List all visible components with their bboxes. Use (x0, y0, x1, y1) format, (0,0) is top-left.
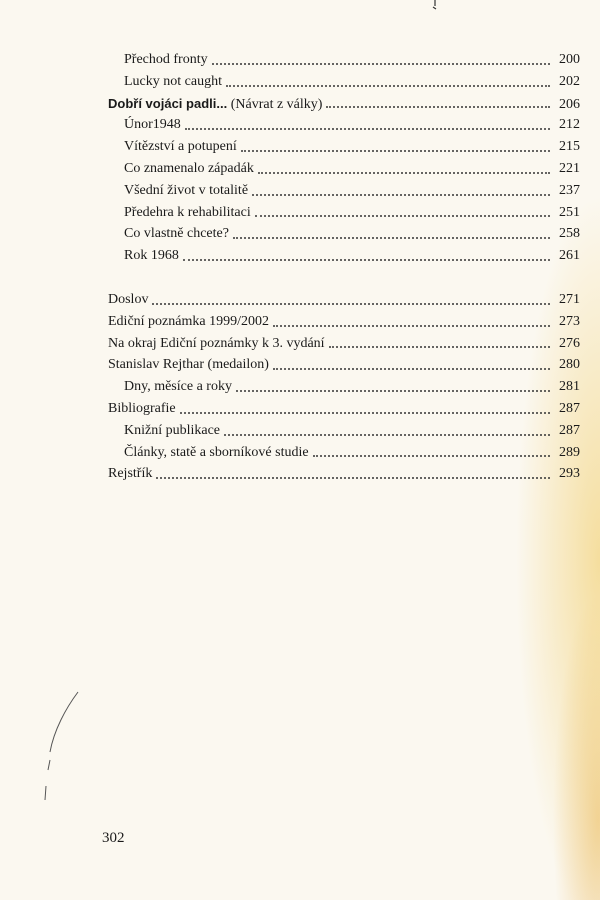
toc-entry-title: Lucky not caught (124, 73, 222, 89)
toc-entry-title-rest: (Návrat z války) (227, 96, 323, 112)
toc-entry-page: 273 (559, 313, 580, 329)
dot-leader (156, 476, 550, 479)
toc-entry (108, 245, 580, 267)
toc-entry (108, 398, 580, 420)
toc-entry-page: 289 (559, 444, 580, 460)
ink-mark (432, 0, 438, 10)
toc-entry-page: 251 (559, 204, 580, 220)
dot-leader (226, 84, 550, 87)
toc-section-appendix (108, 289, 580, 485)
toc-entry-title: Stanislav Rejthar (medailon) (108, 357, 269, 373)
dot-leader (185, 127, 550, 130)
dot-leader (329, 345, 550, 348)
toc-entry-page: 215 (559, 139, 580, 155)
toc-entry (108, 71, 580, 93)
toc-entry-page: 271 (559, 291, 580, 307)
toc-entry-title-bold: Dobří vojáci padli... (108, 95, 228, 111)
toc-entry (108, 202, 580, 224)
toc-entry-page: 206 (559, 96, 580, 112)
dot-leader (152, 302, 550, 305)
toc-entry (108, 311, 580, 333)
dot-leader (252, 193, 550, 196)
dot-leader (255, 214, 550, 217)
dot-leader (224, 433, 550, 436)
toc-entry-title: Co vlastně chcete? (124, 226, 229, 242)
dot-leader (241, 149, 550, 152)
toc-entry-title (108, 93, 326, 116)
toc-entry-page: 212 (559, 117, 580, 133)
toc-entry (108, 354, 580, 376)
dot-leader (258, 171, 550, 174)
toc-entry (108, 333, 580, 355)
section-gap (108, 267, 580, 289)
toc-entry-page: 258 (559, 226, 580, 242)
toc-entry-page: 281 (559, 379, 580, 395)
toc-entry-title: Články, statě a sborníkové studie (124, 444, 309, 460)
toc-entry-title: Knižní publikace (124, 422, 221, 438)
pencil-scribble (42, 690, 82, 810)
toc-entry (108, 420, 580, 442)
toc-section-chapters (108, 49, 580, 267)
toc-entry-title: Předehra k rehabilitaci (124, 204, 251, 220)
dot-leader (326, 105, 550, 108)
toc-entry-title: Rok 1968 (124, 248, 179, 264)
dot-leader (236, 389, 550, 392)
toc-entry (108, 223, 580, 245)
toc-entry-page: 202 (559, 73, 580, 89)
toc-entry-title: Doslov (108, 291, 149, 307)
toc-entry-page: 293 (559, 466, 580, 482)
dot-leader (180, 411, 550, 414)
toc-entry-title: Dny, měsíce a roky (124, 379, 232, 395)
toc-entry-title: Únor1948 (124, 117, 181, 133)
toc-entry (108, 158, 580, 180)
toc-entry-page: 221 (559, 160, 580, 176)
toc-entry-title: Co znamenalo západák (124, 160, 254, 176)
toc-entry-page: 261 (559, 248, 580, 264)
toc-entry (108, 376, 580, 398)
toc-entry (108, 289, 580, 311)
toc-entry-page: 287 (559, 400, 580, 416)
dot-leader (273, 324, 550, 327)
toc-entry-page: 200 (559, 52, 580, 67)
dot-leader (183, 258, 550, 261)
table-of-contents (108, 49, 580, 485)
toc-entry-title: Ediční poznámka 1999/2002 (108, 313, 269, 329)
dot-leader (233, 236, 550, 239)
toc-entry-title: Rejstřík (108, 466, 153, 482)
toc-entry (108, 180, 580, 202)
toc-entry-title: Na okraj Ediční poznámky k 3. vydání (108, 335, 325, 351)
page-number: 302 (102, 830, 125, 846)
toc-entry (108, 442, 580, 464)
toc-entry-title: Přechod fronty (124, 52, 208, 67)
toc-entry-page: 237 (559, 182, 580, 198)
dot-leader (212, 62, 550, 65)
toc-entry-page: 276 (559, 335, 580, 351)
dot-leader (273, 367, 550, 370)
toc-entry-page: 280 (559, 357, 580, 373)
toc-entry-title: Všední život v totalitě (124, 182, 249, 198)
toc-entry (108, 114, 580, 136)
toc-entry-title: Vítězství a potupení (124, 139, 237, 155)
toc-entry (108, 93, 580, 115)
toc-entry-title: Bibliografie (108, 400, 176, 416)
dot-leader (313, 454, 550, 457)
toc-entry (108, 463, 580, 485)
toc-entry (108, 136, 580, 158)
toc-entry (108, 49, 580, 71)
toc-entry-page: 287 (559, 422, 580, 438)
